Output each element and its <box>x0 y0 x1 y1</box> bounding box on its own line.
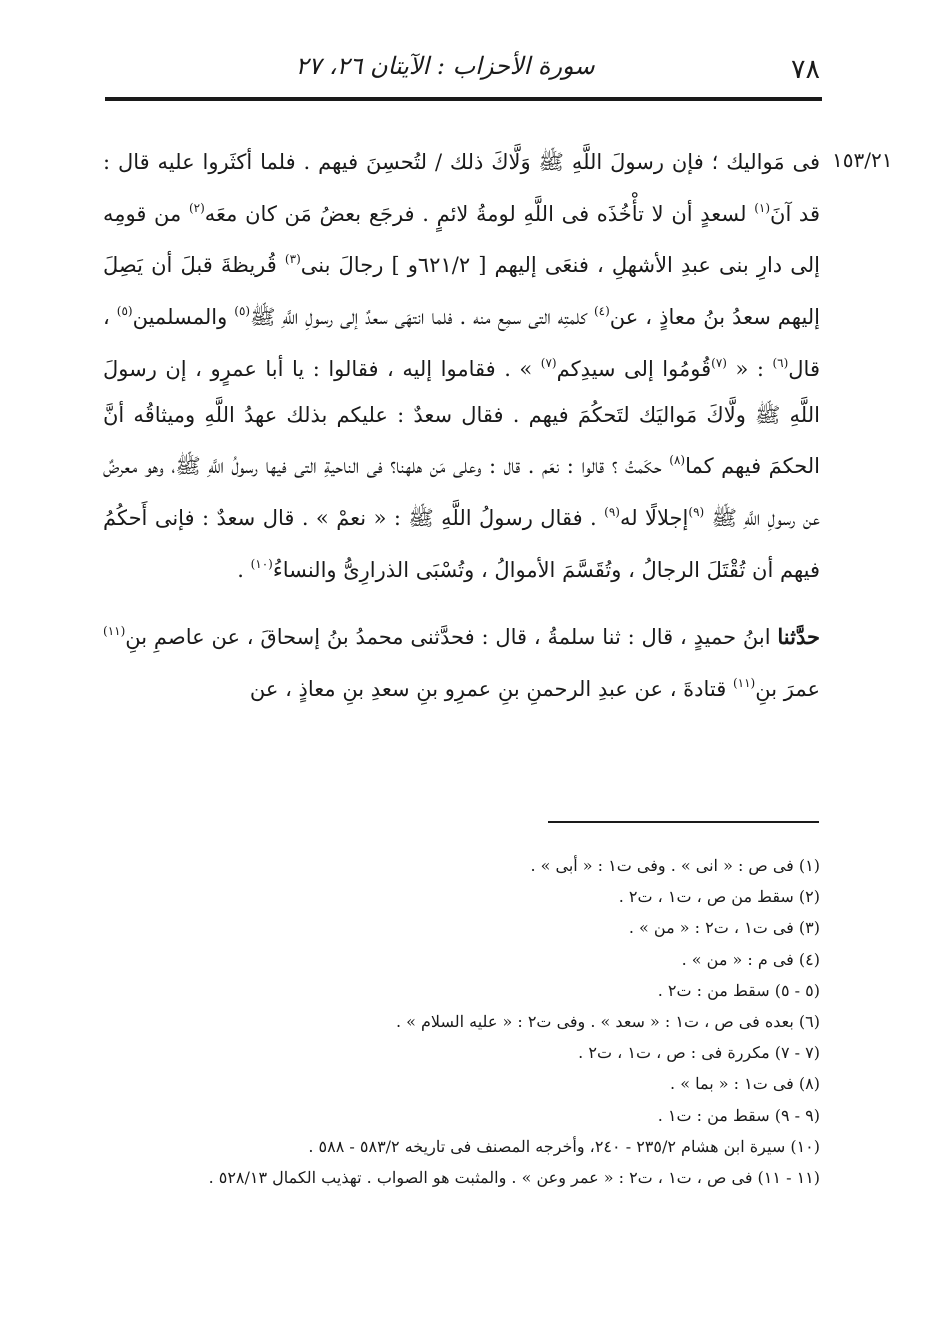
text-segment: : « <box>726 356 773 381</box>
footnote: (١) فى ص : « انى » . وفى ت١ : « أبى » . <box>530 856 820 875</box>
text-segment: ابنُ حميدٍ ، قال : ثنا سلمةُ ، قال : فحدَّثنى محمدُ بنُ إسحاقَ ، عن عاصمِ بنِ <box>125 625 778 650</box>
page-number: ٧٨ <box>790 54 820 85</box>
paragraph-1 <box>103 140 820 593</box>
footnote: (١١ - ١١) فى ص ، ت١ ، ت٢ : « عمر وعن » . والمثبت هو الصواب . تهذيب الكمال ٥٢٨/١٣ . <box>208 1167 820 1187</box>
footnote: (٩ - ٩) سقط من : ت١ . <box>657 1105 820 1125</box>
text-segment: لسعدٍ أن لا تأْخُذَه فى اللَّهِ لومةُ لائمٍ . فرجَع بعضُ مَن كان معَه <box>204 201 755 226</box>
footnote-marker: (١٠) <box>250 556 273 571</box>
footnote-marker: (٧) <box>711 355 727 370</box>
footnote: (٦) بعده فى ص ، ت١ : « سعد » . وفى ت٢ : « عليه السلام » . <box>395 1011 820 1031</box>
text-segment: قتادةَ ، عن عبدِ الرحمنِ بنِ عمرِو بنِ سعدِ بنِ معاذٍ ، عن <box>249 677 733 702</box>
footnote-marker: (٥) <box>234 304 251 319</box>
footnote-separator <box>548 821 819 823</box>
footnote-marker: (١١) <box>732 676 756 691</box>
footnote-marker: (٦) <box>772 355 789 370</box>
running-title: سورة الأحزاب : الآيتان ٢٦، ٢٧ <box>295 52 595 80</box>
header-rule <box>105 97 822 101</box>
footnotes <box>103 852 820 1195</box>
quoted-speech: قُومُوا إلى سيدِكم <box>556 356 712 381</box>
footnote: (٣) فى ت١ ، ت٢ : « من » . <box>628 918 820 938</box>
text-segment: والمسلمين <box>132 305 235 330</box>
footnote-marker: (٩) <box>604 504 620 519</box>
text-segment: إجلالًا له <box>619 505 689 530</box>
paragraph-2 <box>103 609 820 712</box>
page-header <box>105 52 820 92</box>
footnote: (٨) فى ت١ : « بما » . <box>670 1074 820 1094</box>
main-text <box>103 140 820 713</box>
text-segment: . فقال رسولُ اللَّهِ ﷺ : « نعمْ » . قال سعدٌ : فإنى أَحكُمُ فيهم أن تُقْتَلَ الرجالُ ، وتُقَسَّمَ الأموالُ ، وتُسْبَى الذرارِىُّ والنساءُ <box>103 505 820 582</box>
footnote: (١٠) سيرة ابن هشام ٢٣٥/٢ - ٢٤٠، وأخرجه المصنف فى تاريخه ٥٨٣/٢ - ٥٨٨ . <box>308 1136 820 1156</box>
text-segment: ، قال <box>103 305 820 381</box>
footnote-marker: (٩) <box>688 504 705 519</box>
footnote-marker: (٧) <box>540 355 557 370</box>
text-segment: حكَمتُ ؟ قالوا : نعَم . قال : وعلى مَن هلهنا؟ فى الناحيةِ التى فيها رسولُ اللَّهِ ﷺ، وهو معرضٌ عن رسولِ اللَّهِ ﷺ <box>103 454 820 530</box>
footnote: (٢) سقط من ص ، ت١ ، ت٢ . <box>618 887 820 907</box>
footnote-marker: (١١) <box>103 624 126 639</box>
footnote-marker: (٤) <box>593 304 610 319</box>
footnote-marker: (٢) <box>188 200 205 215</box>
footnote: (٤) فى م : « من » . <box>681 949 820 969</box>
footnote-marker: (١) <box>754 200 771 215</box>
footnote-marker: (٣) <box>284 252 301 267</box>
margin-volume-reference: ١٥٣/٢١ <box>832 148 893 172</box>
text-segment: عمرَ بنِ <box>755 677 820 702</box>
footnote-marker: (٨) <box>669 453 686 468</box>
footnote: (٧ - ٧) مكررة فى : ص ، ت١ ، ت٢ . <box>578 1043 820 1063</box>
text-segment: . <box>237 557 251 582</box>
text-segment: كلمتِه التى سمِع منه . فلما انتهَى سعدٌ إلى رسولِ اللَّهِ ﷺ <box>250 305 594 330</box>
footnote: (٥ - ٥) سقط من : ت٢ . <box>657 980 820 1000</box>
text-segment: » . فقاموا إليه ، فقالوا : يا أبا عمرٍو ، إن رسولَ اللَّهِ ﷺ ولَّاكَ مَواليَك لتَحكُمَ فيهم . فقال سعدٌ : عليكم بذلك عهدُ اللَّهِ وميثاقُه أنَّ الحكمَ فيهم كما <box>103 356 820 479</box>
text-segment: قُريظةَ قبلَ أن يَصِلَ إليهم سعدُ بنُ معاذٍ ، عن <box>103 253 821 330</box>
text-segment: من قومِه إلى دارِ بنى عبدِ الأشهلِ ، فنعَى إليهم [ ٦٢١/٢و ] رجالَ بنى <box>103 201 820 278</box>
isnad-lead-word: حدَّثنا <box>777 624 820 650</box>
footnote-marker: (٥) <box>116 304 133 319</box>
text-segment: فى مَواليك ؛ فإن رسولَ اللَّهِ ﷺ وَلَّاكَ ذلك / لتُحسِنَ فيهم . فلما أكثَروا عليه قال : قد آنَ <box>103 150 820 226</box>
